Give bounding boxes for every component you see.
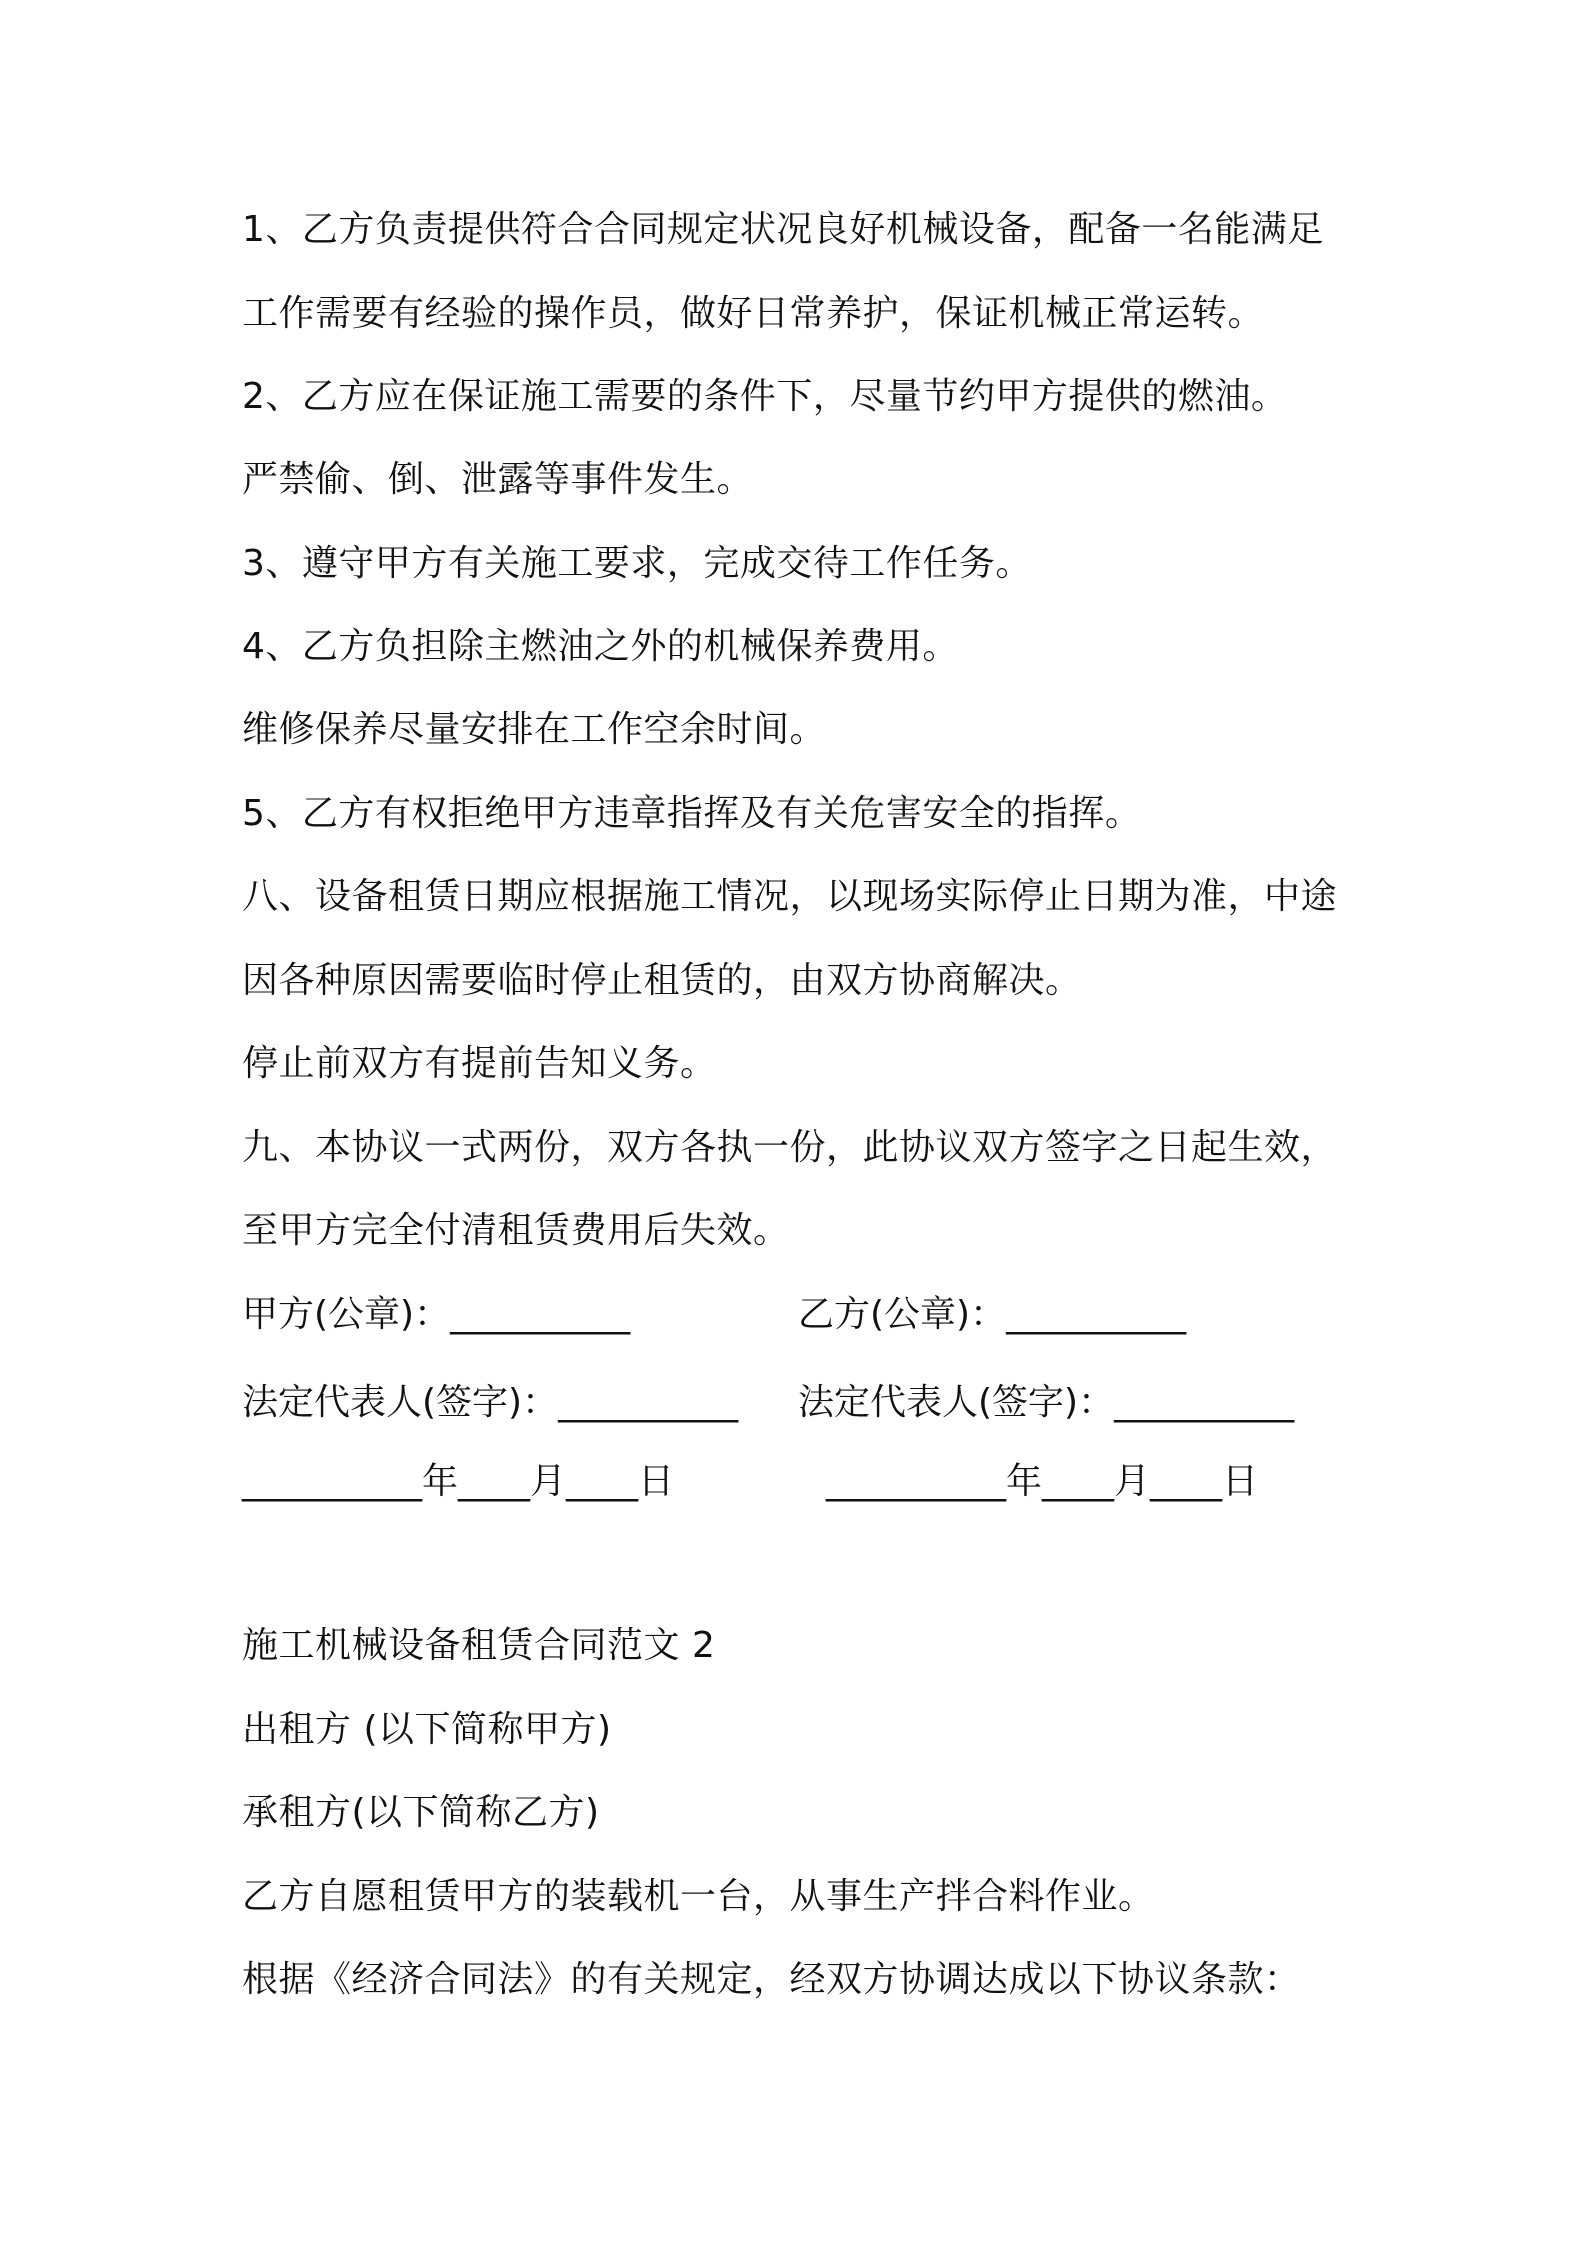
paragraph-line-4: 严禁偷、倒、泄露等事件发生。 xyxy=(242,459,754,500)
lessee-line: 承租方(以下简称乙方) xyxy=(242,1792,600,1833)
paragraph-line-8: 5、乙方有权拒绝甲方违章指挥及有关危害安全的指挥。 xyxy=(242,793,1142,834)
paragraph-line-2: 工作需要有经验的操作员，做好日常养护，保证机械正常运转。 xyxy=(242,293,1265,334)
lessor-line: 出租方 (以下简称甲方) xyxy=(242,1709,612,1750)
paragraph-line-9: 八、设备租赁日期应根据施工情况，以现场实际停止日期为准，中途 xyxy=(242,876,1338,917)
intro-line: 乙方自愿租赁甲方的装载机一台，从事生产拌合料作业。 xyxy=(242,1876,1155,1917)
party-a-date: __________年____月____日 xyxy=(242,1461,674,1502)
paragraph-line-12: 九、本协议一式两份，双方各执一份，此协议双方签字之日起生效， xyxy=(242,1127,1338,1168)
paragraph-line-11: 停止前双方有提前告知义务。 xyxy=(242,1043,717,1084)
paragraph-line-10: 因各种原因需要临时停止租赁的，由双方协商解决。 xyxy=(242,960,1082,1001)
basis-line: 根据《经济合同法》的有关规定，经双方协调达成以下协议条款： xyxy=(242,1959,1301,2000)
party-b-representative: 法定代表人(签字)：__________ xyxy=(798,1382,1295,1423)
party-b-date: __________年____月____日 xyxy=(826,1461,1258,1502)
paragraph-line-1: 1、乙方负责提供符合合同规定状况良好机械设备，配备一名能满足 xyxy=(242,209,1324,250)
paragraph-line-3: 2、乙方应在保证施工需要的条件下，尽量节约甲方提供的燃油。 xyxy=(242,376,1288,417)
paragraph-line-13: 至甲方完全付清租赁费用后失效。 xyxy=(242,1210,790,1251)
party-a-seal: 甲方(公章)：__________ xyxy=(242,1294,631,1335)
paragraph-line-5: 3、遵守甲方有关施工要求，完成交待工作任务。 xyxy=(242,543,1032,584)
paragraph-line-6: 4、乙方负担除主燃油之外的机械保养费用。 xyxy=(242,626,959,667)
party-b-seal: 乙方(公章)：__________ xyxy=(798,1294,1187,1335)
party-a-representative: 法定代表人(签字)：__________ xyxy=(242,1382,739,1423)
paragraph-line-7: 维修保养尽量安排在工作空余时间。 xyxy=(242,709,827,750)
section-title: 施工机械设备租赁合同范文 2 xyxy=(242,1625,716,1666)
